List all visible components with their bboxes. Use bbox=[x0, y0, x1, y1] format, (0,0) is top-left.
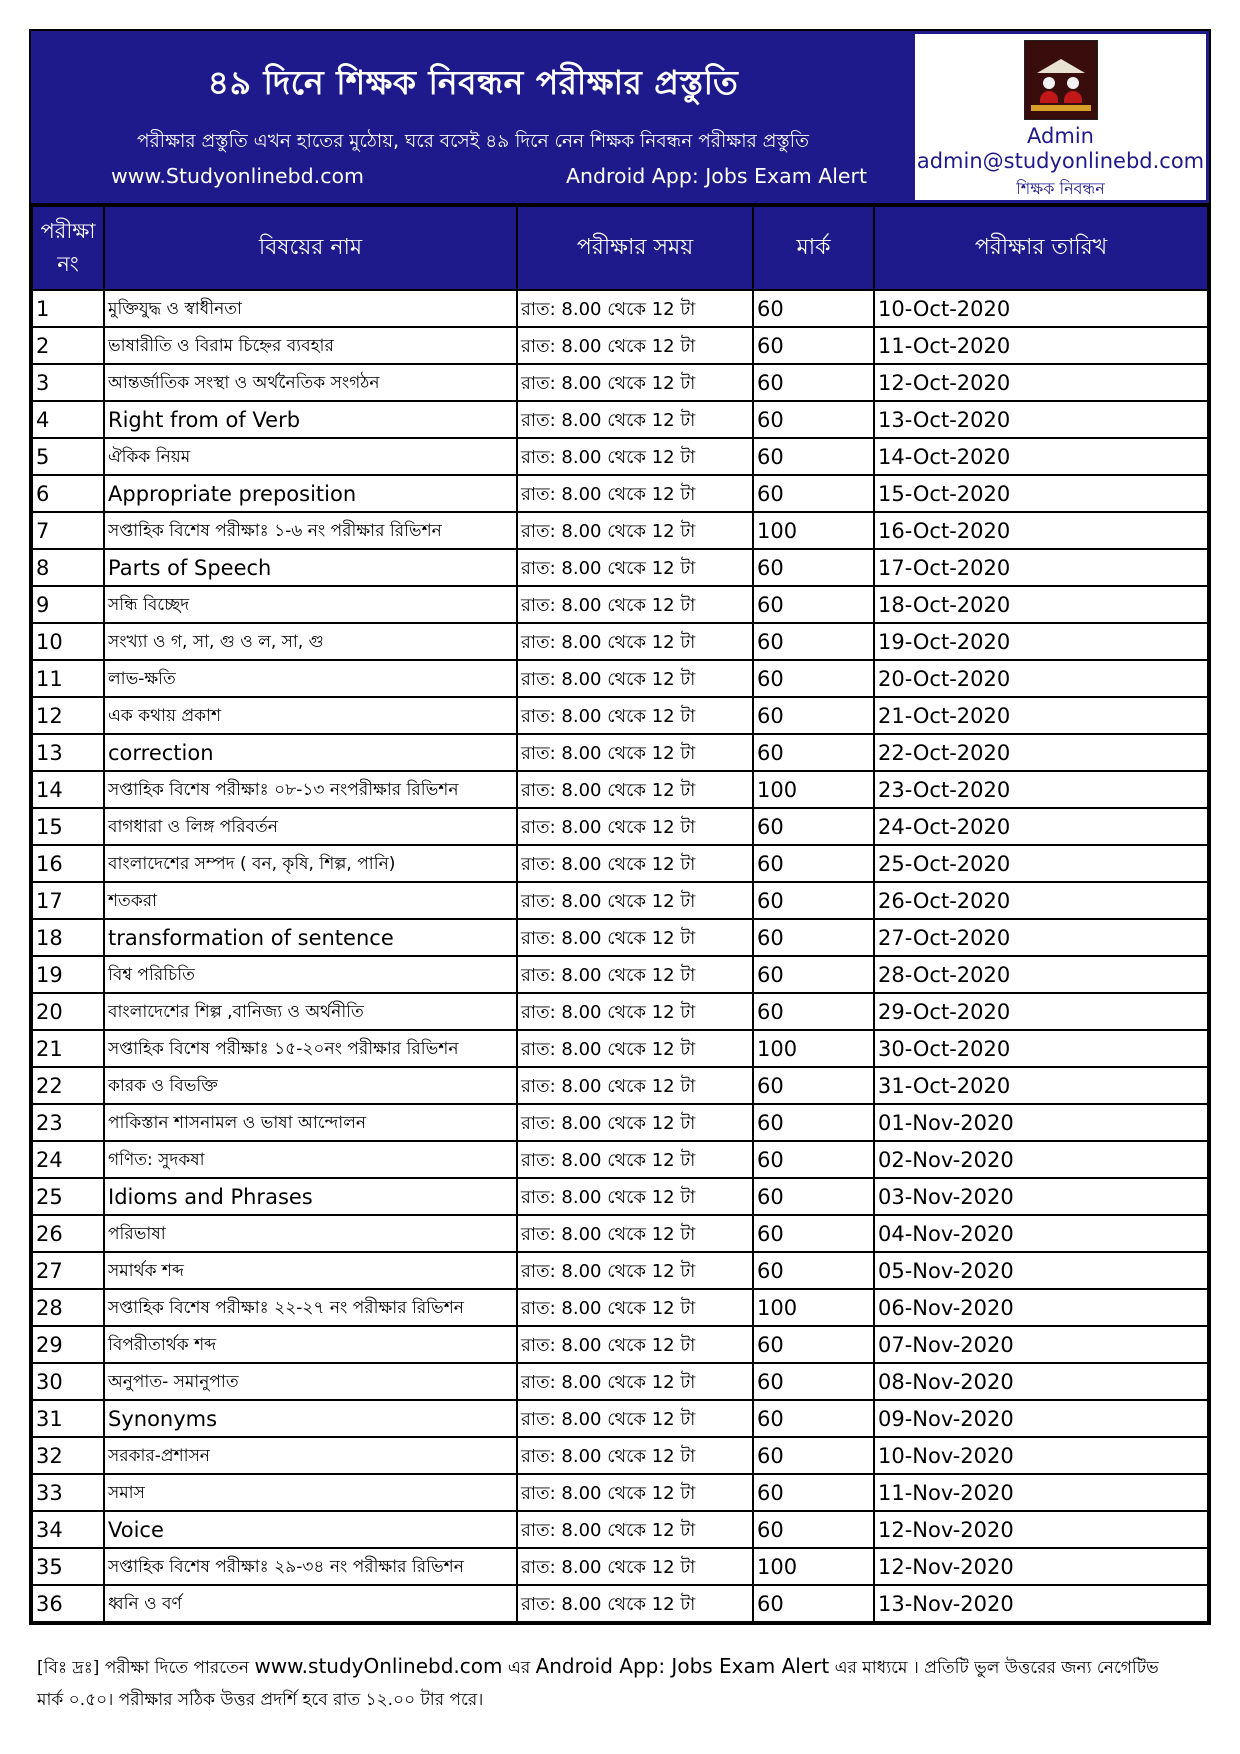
exam-number-cell: 16 bbox=[32, 845, 104, 882]
admin-box bbox=[915, 34, 1206, 200]
exam-time-cell: রাত: 8.00 থেকে 12 টা bbox=[517, 1252, 753, 1289]
exam-number-cell: 6 bbox=[32, 475, 104, 512]
schedule-document bbox=[29, 29, 1211, 1625]
marks-cell: 60 bbox=[753, 882, 874, 919]
exam-number-cell: 8 bbox=[32, 549, 104, 586]
table-row bbox=[32, 1104, 1208, 1141]
exam-number-cell: 11 bbox=[32, 660, 104, 697]
marks-cell: 60 bbox=[753, 845, 874, 882]
exam-date-cell: 31-Oct-2020 bbox=[874, 1067, 1208, 1104]
exam-number-cell: 17 bbox=[32, 882, 104, 919]
exam-time-cell: রাত: 8.00 থেকে 12 টা bbox=[517, 771, 753, 808]
marks-cell: 60 bbox=[753, 697, 874, 734]
exam-number-cell: 24 bbox=[32, 1141, 104, 1178]
exam-date-cell: 14-Oct-2020 bbox=[874, 438, 1208, 475]
exam-date-cell: 12-Oct-2020 bbox=[874, 364, 1208, 401]
table-row bbox=[32, 660, 1208, 697]
exam-date-cell: 21-Oct-2020 bbox=[874, 697, 1208, 734]
exam-number-cell: 18 bbox=[32, 919, 104, 956]
exam-time-cell: রাত: 8.00 থেকে 12 টা bbox=[517, 1104, 753, 1141]
exam-time-cell: রাত: 8.00 থেকে 12 টা bbox=[517, 327, 753, 364]
table-header-row bbox=[32, 206, 1208, 290]
subject-cell: সন্ধি বিচ্ছেদ bbox=[104, 586, 517, 623]
marks-cell: 60 bbox=[753, 623, 874, 660]
table-row bbox=[32, 1030, 1208, 1067]
exam-date-cell: 03-Nov-2020 bbox=[874, 1178, 1208, 1215]
subject-cell: বিশ্ব পরিচিতি bbox=[104, 956, 517, 993]
android-app-label: Android App: Jobs Exam Alert bbox=[566, 164, 867, 188]
table-row bbox=[32, 1215, 1208, 1252]
exam-date-cell: 24-Oct-2020 bbox=[874, 808, 1208, 845]
marks-cell: 60 bbox=[753, 808, 874, 845]
marks-cell: 100 bbox=[753, 1548, 874, 1585]
subject-cell: সরকার-প্রশাসন bbox=[104, 1437, 517, 1474]
table-row bbox=[32, 919, 1208, 956]
marks-cell: 60 bbox=[753, 1067, 874, 1104]
exam-number-cell: 33 bbox=[32, 1474, 104, 1511]
exam-time-cell: রাত: 8.00 থেকে 12 টা bbox=[517, 1548, 753, 1585]
footer-app: Android App: Jobs Exam Alert bbox=[535, 1654, 830, 1678]
exam-date-cell: 13-Oct-2020 bbox=[874, 401, 1208, 438]
subject-cell: বিপরীতার্থক শব্দ bbox=[104, 1326, 517, 1363]
table-row bbox=[32, 586, 1208, 623]
table-row bbox=[32, 771, 1208, 808]
exam-number-cell: 4 bbox=[32, 401, 104, 438]
marks-cell: 100 bbox=[753, 771, 874, 808]
subject-cell: সপ্তাহিক বিশেষ পরীক্ষাঃ ১-৬ নং পরীক্ষার রিভিশন bbox=[104, 512, 517, 549]
subject-cell: সপ্তাহিক বিশেষ পরীক্ষাঃ ২৯-৩৪ নং পরীক্ষার রিভিশন bbox=[104, 1548, 517, 1585]
subject-cell: Right from of Verb bbox=[104, 401, 517, 438]
table-row bbox=[32, 623, 1208, 660]
footer-note-prefix: [বিঃ দ্রঃ] পরীক্ষা দিতে পারতেন bbox=[37, 1658, 255, 1678]
footer-line-2: মার্ক ০.৫০। পরীক্ষার সঠিক উত্তর প্রদর্শি হবে রাত ১২.০০ টার পরে। bbox=[37, 1690, 484, 1710]
subject-cell: সপ্তাহিক বিশেষ পরীক্ষাঃ ২২-২৭ নং পরীক্ষার রিভিশন bbox=[104, 1289, 517, 1326]
exam-time-cell: রাত: 8.00 থেকে 12 টা bbox=[517, 1437, 753, 1474]
marks-cell: 60 bbox=[753, 1437, 874, 1474]
table-row bbox=[32, 364, 1208, 401]
exam-number-cell: 27 bbox=[32, 1252, 104, 1289]
exam-number-cell: 28 bbox=[32, 1289, 104, 1326]
exam-time-cell: রাত: 8.00 থেকে 12 টা bbox=[517, 512, 753, 549]
exam-number-cell: 34 bbox=[32, 1511, 104, 1548]
exam-time-cell: রাত: 8.00 থেকে 12 টা bbox=[517, 586, 753, 623]
subject-cell: পাকিস্তান শাসনামল ও ভাষা আন্দোলন bbox=[104, 1104, 517, 1141]
exam-date-cell: 10-Nov-2020 bbox=[874, 1437, 1208, 1474]
header-links bbox=[31, 164, 915, 188]
exam-date-cell: 23-Oct-2020 bbox=[874, 771, 1208, 808]
subject-cell: কারক ও বিভক্তি bbox=[104, 1067, 517, 1104]
marks-cell: 100 bbox=[753, 1289, 874, 1326]
marks-cell: 60 bbox=[753, 1141, 874, 1178]
marks-cell: 60 bbox=[753, 1178, 874, 1215]
footer-line-1 bbox=[37, 1650, 1212, 1684]
exam-number-cell: 5 bbox=[32, 438, 104, 475]
subject-cell: ভাষারীতি ও বিরাম চিহ্নের ব্যবহার bbox=[104, 327, 517, 364]
marks-cell: 100 bbox=[753, 512, 874, 549]
exam-time-cell: রাত: 8.00 থেকে 12 টা bbox=[517, 697, 753, 734]
table-row bbox=[32, 993, 1208, 1030]
table-row bbox=[32, 1548, 1208, 1585]
exam-time-cell: রাত: 8.00 থেকে 12 টা bbox=[517, 1363, 753, 1400]
table-row bbox=[32, 1363, 1208, 1400]
exam-time-cell: রাত: 8.00 থেকে 12 টা bbox=[517, 475, 753, 512]
admin-email[interactable]: admin@studyonlinebd.com bbox=[916, 149, 1205, 173]
table-row bbox=[32, 1326, 1208, 1363]
exam-date-cell: 30-Oct-2020 bbox=[874, 1030, 1208, 1067]
exam-number-cell: 3 bbox=[32, 364, 104, 401]
subject-cell: পরিভাষা bbox=[104, 1215, 517, 1252]
marks-cell: 60 bbox=[753, 1511, 874, 1548]
table-row bbox=[32, 1289, 1208, 1326]
exam-number-cell: 13 bbox=[32, 734, 104, 771]
exam-date-cell: 11-Nov-2020 bbox=[874, 1474, 1208, 1511]
exam-date-cell: 11-Oct-2020 bbox=[874, 327, 1208, 364]
subject-cell: শতকরা bbox=[104, 882, 517, 919]
subject-cell: সপ্তাহিক বিশেষ পরীক্ষাঃ ০৮-১৩ নংপরীক্ষার রিভিশন bbox=[104, 771, 517, 808]
subject-cell: লাভ-ক্ষতি bbox=[104, 660, 517, 697]
exam-time-cell: রাত: 8.00 থেকে 12 টা bbox=[517, 623, 753, 660]
subject-cell: বাংলাদেশের সম্পদ ( বন, কৃষি, শিল্প, পানি) bbox=[104, 845, 517, 882]
exam-number-cell: 15 bbox=[32, 808, 104, 845]
exam-time-cell: রাত: 8.00 থেকে 12 টা bbox=[517, 1511, 753, 1548]
table-row bbox=[32, 549, 1208, 586]
table-row bbox=[32, 1252, 1208, 1289]
subject-cell: গণিত: সুদকষা bbox=[104, 1141, 517, 1178]
marks-cell: 60 bbox=[753, 1252, 874, 1289]
marks-cell: 100 bbox=[753, 1030, 874, 1067]
exam-date-cell: 26-Oct-2020 bbox=[874, 882, 1208, 919]
admin-name: Admin bbox=[1027, 124, 1094, 148]
subject-cell: transformation of sentence bbox=[104, 919, 517, 956]
exam-time-cell: রাত: 8.00 থেকে 12 টা bbox=[517, 549, 753, 586]
marks-cell: 60 bbox=[753, 586, 874, 623]
exam-time-cell: রাত: 8.00 থেকে 12 টা bbox=[517, 660, 753, 697]
exam-number-cell: 32 bbox=[32, 1437, 104, 1474]
subject-cell: Synonyms bbox=[104, 1400, 517, 1437]
col-header-exam-no: পরীক্ষা নং bbox=[32, 206, 104, 290]
marks-cell: 60 bbox=[753, 993, 874, 1030]
subject-cell: সমাস bbox=[104, 1474, 517, 1511]
exam-date-cell: 27-Oct-2020 bbox=[874, 919, 1208, 956]
exam-number-cell: 20 bbox=[32, 993, 104, 1030]
exam-time-cell: রাত: 8.00 থেকে 12 টা bbox=[517, 1400, 753, 1437]
exam-date-cell: 16-Oct-2020 bbox=[874, 512, 1208, 549]
subject-cell: সমার্থক শব্দ bbox=[104, 1252, 517, 1289]
marks-cell: 60 bbox=[753, 1400, 874, 1437]
marks-cell: 60 bbox=[753, 438, 874, 475]
marks-cell: 60 bbox=[753, 734, 874, 771]
exam-date-cell: 17-Oct-2020 bbox=[874, 549, 1208, 586]
table-row bbox=[32, 512, 1208, 549]
table-row bbox=[32, 1141, 1208, 1178]
table-row bbox=[32, 438, 1208, 475]
table-row bbox=[32, 1400, 1208, 1437]
exam-time-cell: রাত: 8.00 থেকে 12 টা bbox=[517, 1141, 753, 1178]
exam-date-cell: 25-Oct-2020 bbox=[874, 845, 1208, 882]
exam-schedule-table bbox=[31, 205, 1209, 1623]
table-row bbox=[32, 1474, 1208, 1511]
table-row bbox=[32, 401, 1208, 438]
col-header-subject: বিষয়ের নাম bbox=[104, 206, 517, 290]
subject-cell: Idioms and Phrases bbox=[104, 1178, 517, 1215]
page-title: ৪৯ দিনে শিক্ষক নিবন্ধন পরীক্ষার প্রস্তুতি bbox=[207, 63, 739, 102]
page-subtitle: পরীক্ষার প্রস্তুতি এখন হাতের মুঠোয়, ঘরে বসেই ৪৯ দিনে নেন শিক্ষক নিবন্ধন পরীক্ষার প্রস্তুতি bbox=[137, 131, 809, 152]
exam-number-cell: 19 bbox=[32, 956, 104, 993]
exam-time-cell: রাত: 8.00 থেকে 12 টা bbox=[517, 1289, 753, 1326]
exam-number-cell: 7 bbox=[32, 512, 104, 549]
marks-cell: 60 bbox=[753, 1363, 874, 1400]
table-row bbox=[32, 845, 1208, 882]
exam-time-cell: রাত: 8.00 থেকে 12 টা bbox=[517, 1585, 753, 1622]
col-header-time: পরীক্ষার সময় bbox=[517, 206, 753, 290]
subject-cell: বাগধারা ও লিঙ্গ পরিবর্তন bbox=[104, 808, 517, 845]
exam-time-cell: রাত: 8.00 থেকে 12 টা bbox=[517, 845, 753, 882]
subject-cell: Appropriate preposition bbox=[104, 475, 517, 512]
exam-time-cell: রাত: 8.00 থেকে 12 টা bbox=[517, 364, 753, 401]
exam-date-cell: 07-Nov-2020 bbox=[874, 1326, 1208, 1363]
subject-cell: বাংলাদেশের শিল্প ,বানিজ্য ও অর্থনীতি bbox=[104, 993, 517, 1030]
exam-time-cell: রাত: 8.00 থেকে 12 টা bbox=[517, 1067, 753, 1104]
table-row bbox=[32, 475, 1208, 512]
exam-date-cell: 05-Nov-2020 bbox=[874, 1252, 1208, 1289]
exam-date-cell: 29-Oct-2020 bbox=[874, 993, 1208, 1030]
subject-cell: Parts of Speech bbox=[104, 549, 517, 586]
table-row bbox=[32, 808, 1208, 845]
exam-date-cell: 09-Nov-2020 bbox=[874, 1400, 1208, 1437]
exam-time-cell: রাত: 8.00 থেকে 12 টা bbox=[517, 1326, 753, 1363]
exam-date-cell: 10-Oct-2020 bbox=[874, 290, 1208, 327]
exam-number-cell: 2 bbox=[32, 327, 104, 364]
exam-number-cell: 35 bbox=[32, 1548, 104, 1585]
exam-time-cell: রাত: 8.00 থেকে 12 টা bbox=[517, 438, 753, 475]
col-header-marks: মার্ক bbox=[753, 206, 874, 290]
exam-date-cell: 08-Nov-2020 bbox=[874, 1363, 1208, 1400]
subject-cell: ধ্বনি ও বর্ণ bbox=[104, 1585, 517, 1622]
exam-date-cell: 28-Oct-2020 bbox=[874, 956, 1208, 993]
marks-cell: 60 bbox=[753, 956, 874, 993]
admin-role: শিক্ষক নিবন্ধন bbox=[1016, 179, 1105, 198]
exam-date-cell: 12-Nov-2020 bbox=[874, 1548, 1208, 1585]
table-row bbox=[32, 1067, 1208, 1104]
marks-cell: 60 bbox=[753, 401, 874, 438]
table-row bbox=[32, 1178, 1208, 1215]
subject-cell: অনুপাত- সমানুপাত bbox=[104, 1363, 517, 1400]
exam-date-cell: 06-Nov-2020 bbox=[874, 1289, 1208, 1326]
exam-number-cell: 26 bbox=[32, 1215, 104, 1252]
marks-cell: 60 bbox=[753, 1585, 874, 1622]
exam-number-cell: 23 bbox=[32, 1104, 104, 1141]
exam-number-cell: 30 bbox=[32, 1363, 104, 1400]
exam-time-cell: রাত: 8.00 থেকে 12 টা bbox=[517, 993, 753, 1030]
table-row bbox=[32, 1585, 1208, 1622]
exam-date-cell: 19-Oct-2020 bbox=[874, 623, 1208, 660]
marks-cell: 60 bbox=[753, 290, 874, 327]
marks-cell: 60 bbox=[753, 1326, 874, 1363]
exam-time-cell: রাত: 8.00 থেকে 12 টা bbox=[517, 290, 753, 327]
table-row bbox=[32, 1437, 1208, 1474]
subject-cell: এক কথায় প্রকাশ bbox=[104, 697, 517, 734]
exam-number-cell: 22 bbox=[32, 1067, 104, 1104]
exam-time-cell: রাত: 8.00 থেকে 12 টা bbox=[517, 808, 753, 845]
footer-connector: এর bbox=[502, 1658, 536, 1678]
exam-time-cell: রাত: 8.00 থেকে 12 টা bbox=[517, 1178, 753, 1215]
marks-cell: 60 bbox=[753, 1215, 874, 1252]
subject-cell: Voice bbox=[104, 1511, 517, 1548]
exam-number-cell: 21 bbox=[32, 1030, 104, 1067]
exam-number-cell: 1 bbox=[32, 290, 104, 327]
marks-cell: 60 bbox=[753, 1474, 874, 1511]
marks-cell: 60 bbox=[753, 919, 874, 956]
table-row bbox=[32, 882, 1208, 919]
table-row bbox=[32, 1511, 1208, 1548]
marks-cell: 60 bbox=[753, 660, 874, 697]
studyonlinebd-logo-icon bbox=[1024, 40, 1098, 120]
exam-date-cell: 12-Nov-2020 bbox=[874, 1511, 1208, 1548]
exam-time-cell: রাত: 8.00 থেকে 12 টা bbox=[517, 734, 753, 771]
exam-date-cell: 22-Oct-2020 bbox=[874, 734, 1208, 771]
exam-number-cell: 29 bbox=[32, 1326, 104, 1363]
exam-date-cell: 13-Nov-2020 bbox=[874, 1585, 1208, 1622]
website-link[interactable]: www.Studyonlinebd.com bbox=[111, 164, 364, 188]
subject-cell: ঐকিক নিয়ম bbox=[104, 438, 517, 475]
table-body bbox=[32, 290, 1208, 1622]
exam-number-cell: 25 bbox=[32, 1178, 104, 1215]
footer-note bbox=[37, 1650, 1212, 1716]
marks-cell: 60 bbox=[753, 549, 874, 586]
exam-number-cell: 10 bbox=[32, 623, 104, 660]
subject-cell: আন্তর্জাতিক সংস্থা ও অর্থনৈতিক সংগঠন bbox=[104, 364, 517, 401]
table-row bbox=[32, 734, 1208, 771]
header-banner bbox=[31, 31, 1209, 205]
footer-website[interactable]: www.studyOnlinebd.com bbox=[254, 1654, 503, 1678]
table-row bbox=[32, 327, 1208, 364]
exam-time-cell: রাত: 8.00 থেকে 12 টা bbox=[517, 401, 753, 438]
subject-cell: মুক্তিযুদ্ধ ও স্বাধীনতা bbox=[104, 290, 517, 327]
col-header-date: পরীক্ষার তারিখ bbox=[874, 206, 1208, 290]
exam-time-cell: রাত: 8.00 থেকে 12 টা bbox=[517, 1215, 753, 1252]
exam-date-cell: 20-Oct-2020 bbox=[874, 660, 1208, 697]
marks-cell: 60 bbox=[753, 475, 874, 512]
exam-number-cell: 14 bbox=[32, 771, 104, 808]
marks-cell: 60 bbox=[753, 327, 874, 364]
exam-number-cell: 12 bbox=[32, 697, 104, 734]
exam-number-cell: 36 bbox=[32, 1585, 104, 1622]
exam-date-cell: 15-Oct-2020 bbox=[874, 475, 1208, 512]
exam-time-cell: রাত: 8.00 থেকে 12 টা bbox=[517, 882, 753, 919]
marks-cell: 60 bbox=[753, 1104, 874, 1141]
exam-time-cell: রাত: 8.00 থেকে 12 টা bbox=[517, 1030, 753, 1067]
subject-cell: সংখ্যা ও গ, সা, গু ও ল, সা, গু bbox=[104, 623, 517, 660]
exam-date-cell: 01-Nov-2020 bbox=[874, 1104, 1208, 1141]
exam-date-cell: 02-Nov-2020 bbox=[874, 1141, 1208, 1178]
subject-cell: correction bbox=[104, 734, 517, 771]
marks-cell: 60 bbox=[753, 364, 874, 401]
footer-note-suffix: এর মাধ্যমে । প্রতিটি ভুল উত্তরের জন্য নেগেটিভ bbox=[829, 1658, 1159, 1678]
exam-date-cell: 04-Nov-2020 bbox=[874, 1215, 1208, 1252]
table-row bbox=[32, 290, 1208, 327]
table-row bbox=[32, 956, 1208, 993]
exam-number-cell: 9 bbox=[32, 586, 104, 623]
exam-date-cell: 18-Oct-2020 bbox=[874, 586, 1208, 623]
exam-time-cell: রাত: 8.00 থেকে 12 টা bbox=[517, 919, 753, 956]
exam-time-cell: রাত: 8.00 থেকে 12 টা bbox=[517, 956, 753, 993]
exam-number-cell: 31 bbox=[32, 1400, 104, 1437]
table-row bbox=[32, 697, 1208, 734]
subject-cell: সপ্তাহিক বিশেষ পরীক্ষাঃ ১৫-২০নং পরীক্ষার রিভিশন bbox=[104, 1030, 517, 1067]
header-main bbox=[31, 31, 915, 203]
exam-time-cell: রাত: 8.00 থেকে 12 টা bbox=[517, 1474, 753, 1511]
